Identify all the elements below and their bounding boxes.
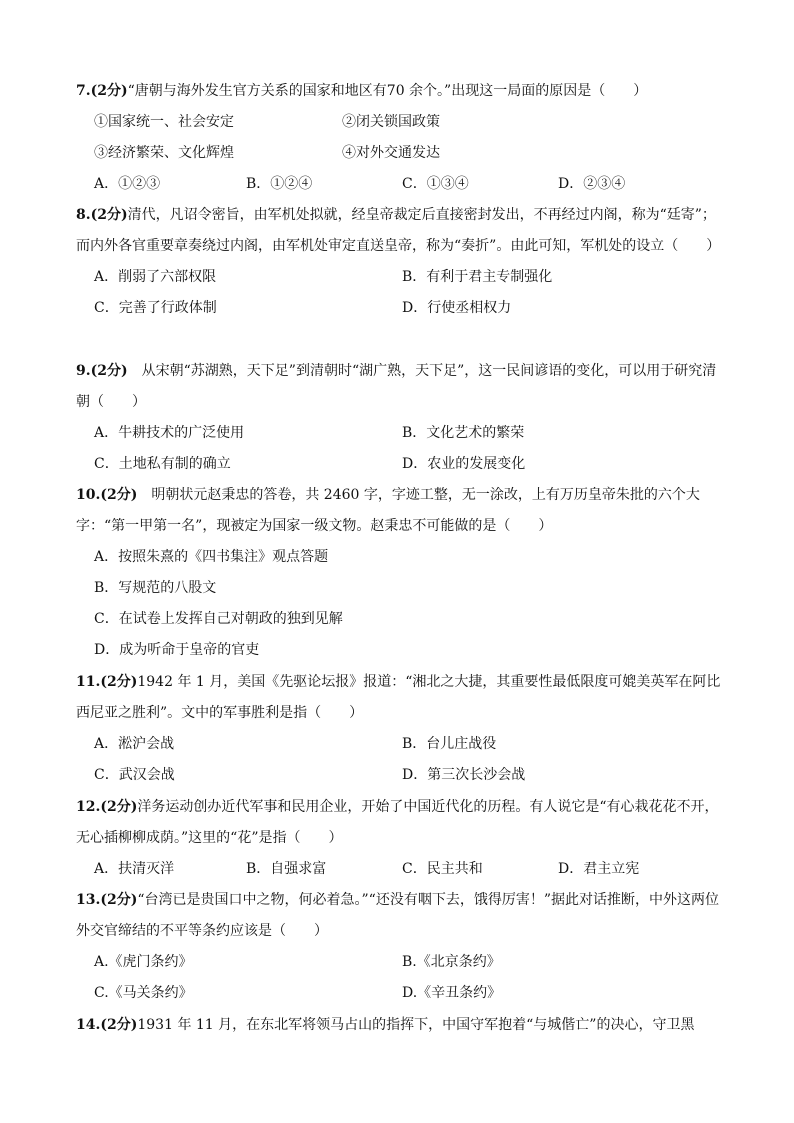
question-text: “唐朝与海外发生官方关系的国家和地区有70 余个。”出现这一局面的原因是（ ） (127, 83, 648, 99)
option-a[interactable]: A．削弱了六部权限 (94, 269, 217, 285)
question-number: 12. (76, 799, 101, 815)
option-a[interactable]: A．①②③ (94, 176, 161, 192)
question-score: (2分) (100, 487, 138, 503)
question-stem (76, 667, 726, 729)
option-row (76, 418, 726, 449)
option-b[interactable]: B．写规范的八股文 (94, 580, 217, 596)
option-a[interactable]: A.《虎门条约》 (94, 954, 193, 970)
question-score: (2分) (100, 1017, 138, 1033)
statement-row (76, 107, 726, 138)
question-number: 11. (76, 674, 101, 690)
option-d[interactable]: D．第三次长沙会战 (402, 767, 526, 783)
question-score: (2分) (100, 674, 138, 690)
question-stem (76, 356, 726, 418)
question-text: 从宋朝“苏湖熟，天下足”到清朝时“湖广熟，天下足”，这一民间谚语的变化，可以用于研究清朝（ ） (76, 363, 717, 410)
option-c[interactable]: C．武汉会战 (94, 767, 175, 783)
question-stem (76, 1010, 726, 1041)
option-b[interactable]: B.《北京条约》 (402, 954, 501, 970)
question-text: 1942 年 1 月，美国《先驱论坛报》报道：“湘北之大捷，其重要性最低限度可媲美英军在阿比西尼亚之胜利”。文中的军事胜利是指（ ） (76, 674, 721, 721)
option-c[interactable]: C．在试卷上发挥自己对朝政的独到见解 (94, 611, 343, 627)
option-row (76, 262, 726, 293)
question-score: (2分) (100, 892, 138, 908)
question-text: 1931 年 11 月，在东北军将领马占山的指挥下，中国守军抱着“与城偕亡”的决心，守卫黑 (137, 1017, 695, 1033)
question-number: 13. (76, 892, 101, 908)
question-number: 10. (76, 487, 101, 503)
option-d[interactable]: D．②③④ (558, 176, 626, 192)
question-12 (76, 792, 726, 885)
option-c[interactable]: C．民主共和 (402, 861, 483, 877)
option-d[interactable]: D.《辛丑条约》 (402, 985, 502, 1001)
question-stem (76, 885, 726, 947)
question-score: (2分) (90, 207, 128, 223)
question-8 (76, 200, 726, 324)
option-d[interactable]: D．君主立宪 (558, 861, 640, 877)
question-text: “台湾已是贵国口中之物，何必着急。”“还没有咽下去，饿得厉害！”据此对话推断，中外这两位外交官缔结的不平等条约应该是（ ） (76, 892, 719, 939)
option-b[interactable]: B．台儿庄战役 (402, 736, 497, 752)
option-b[interactable]: B．有利于君主专制强化 (402, 269, 553, 285)
question-stem (76, 480, 726, 542)
question-text: 明朝状元赵秉忠的答卷，共 2460 字，字迹工整，无一涂改，上有万历皇帝朱批的六个大字：“第一甲第一名”，现被定为国家一级文物。赵秉忠不可能做的是（ ） (76, 487, 700, 534)
question-score: (2分) (90, 83, 128, 99)
question-9 (76, 356, 726, 480)
question-10 (76, 480, 726, 666)
option-row (76, 760, 726, 791)
question-number: 9. (76, 363, 91, 379)
question-number: 8. (76, 207, 91, 223)
question-number: 7. (76, 83, 91, 99)
option-c[interactable]: C．土地私有制的确立 (94, 456, 231, 472)
statement-4: ④对外交通发达 (342, 145, 440, 161)
option-row (76, 978, 726, 1009)
option-d[interactable]: D．行使丞相权力 (402, 300, 512, 316)
statement-3: ③经济繁荣、文化辉煌 (94, 145, 234, 161)
question-7 (76, 76, 726, 200)
option-a[interactable]: A．扶清灭洋 (94, 861, 175, 877)
question-14 (76, 1010, 726, 1041)
option-a[interactable]: A．淞沪会战 (94, 736, 175, 752)
option-row (76, 729, 726, 760)
question-score: (2分) (90, 363, 128, 379)
question-stem (76, 76, 726, 107)
option-row (76, 947, 726, 978)
option-row (76, 449, 726, 480)
option-b[interactable]: B．自强求富 (246, 861, 327, 877)
option-a[interactable]: A．牛耕技术的广泛使用 (94, 425, 245, 441)
question-text: 清代，凡诏令密旨，由军机处拟就，经皇帝裁定后直接密封发出，不再经过内阁，称为“廷寄”；而内外各官重要章奏绕过内阁，由军机处审定直送皇帝，称为“奏折”。由此可知，军机处的设立（ ） (76, 207, 721, 254)
question-stem (76, 200, 726, 262)
option-b[interactable]: B．文化艺术的繁荣 (402, 425, 525, 441)
option-a[interactable]: A．按照朱熹的《四书集注》观点答题 (94, 549, 329, 565)
option-d[interactable]: D．农业的发展变化 (402, 456, 526, 472)
option-c[interactable]: C.《马关条约》 (94, 985, 193, 1001)
statement-row (76, 138, 726, 169)
question-stem (76, 792, 726, 854)
option-c[interactable]: C．①③④ (402, 176, 469, 192)
option-c[interactable]: C．完善了行政体制 (94, 300, 217, 316)
question-score: (2分) (100, 799, 138, 815)
question-11 (76, 667, 726, 791)
statement-2: ②闭关锁国政策 (342, 114, 440, 130)
option-row (76, 169, 726, 200)
option-d[interactable]: D．成为听命于皇帝的官吏 (94, 642, 260, 658)
statement-1: ①国家统一、社会安定 (94, 114, 234, 130)
option-row (76, 293, 726, 324)
option-row (76, 854, 726, 885)
question-number: 14. (76, 1017, 101, 1033)
question-text: 洋务运动创办近代军事和民用企业，开始了中国近代化的历程。有人说它是“有心栽花花不开，无心插柳柳成荫。”这里的“花”是指（ ） (76, 799, 719, 846)
option-b[interactable]: B．①②④ (246, 176, 313, 192)
question-13 (76, 885, 726, 1009)
